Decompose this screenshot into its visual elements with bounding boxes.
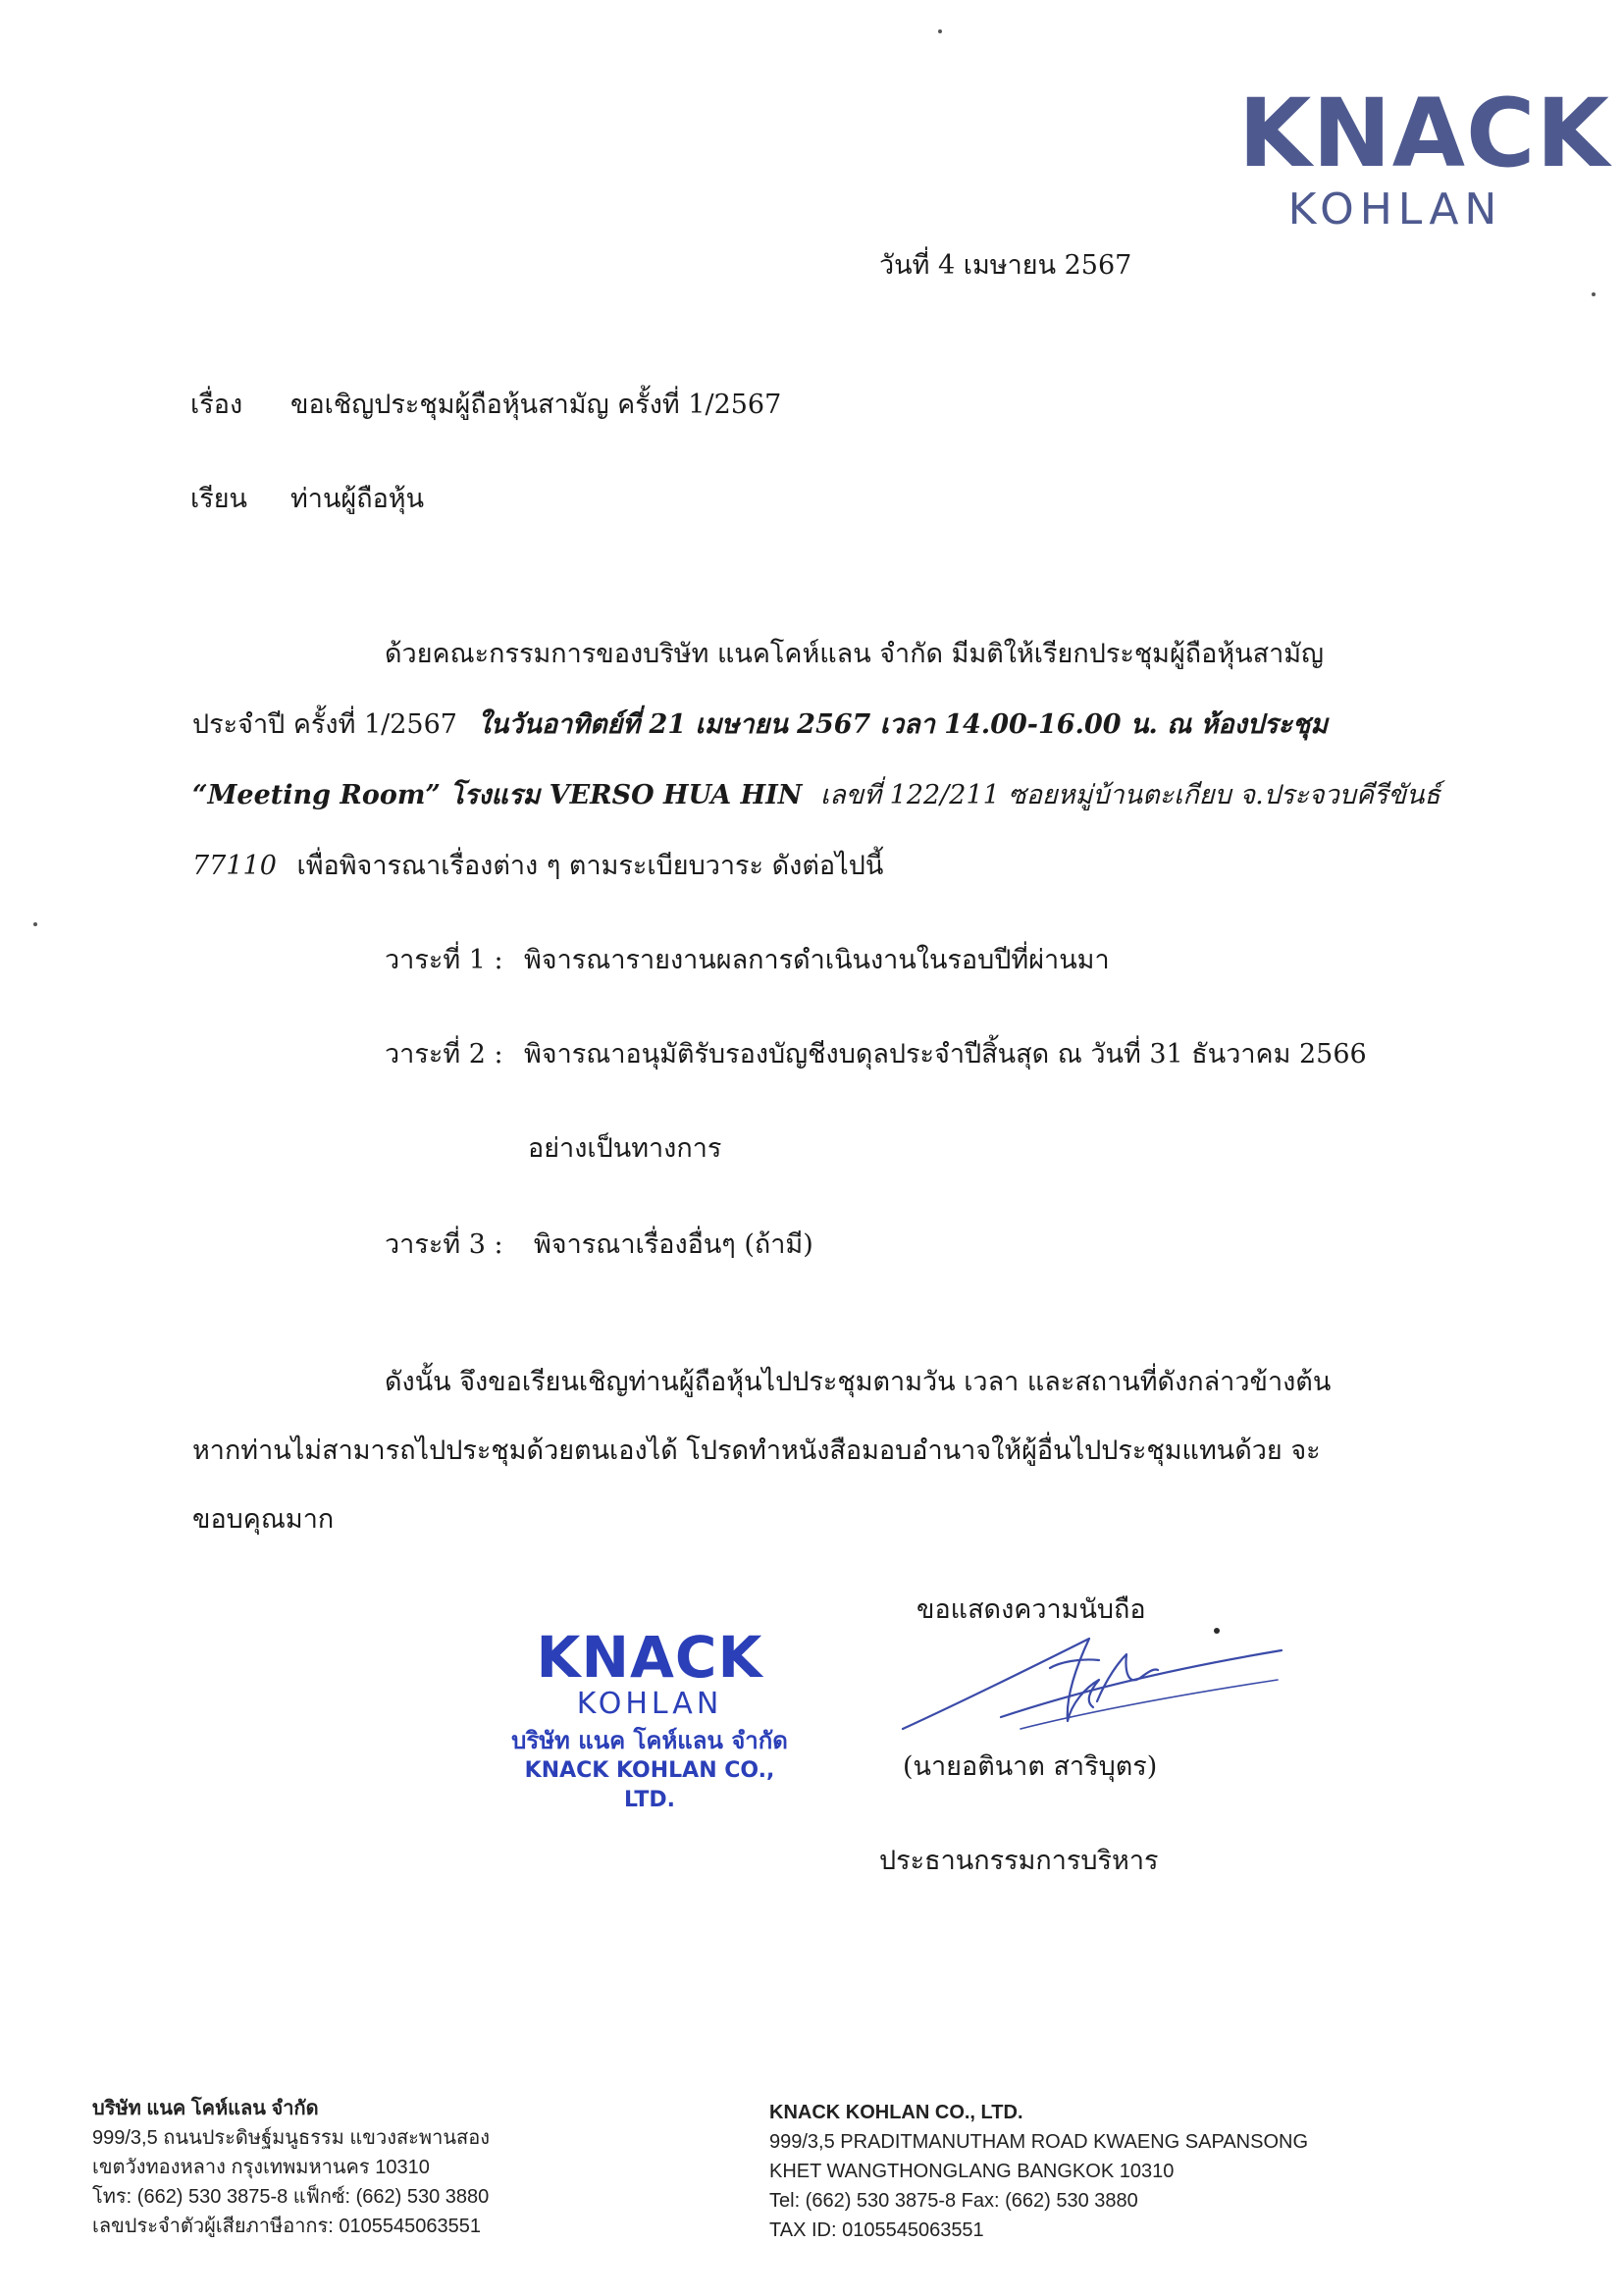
stamp-thai-name: บริษัท แนค โคห์แลน จำกัด — [511, 1727, 788, 1754]
subject-label: เรื่อง — [190, 390, 243, 420]
letter-date: วันที่ 4 เมษายน 2567 — [879, 250, 1132, 281]
body-line-1: ด้วยคณะกรรมการของบริษัท แนคโคห์แลน จำกัด มีมติให้เรียกประชุมผู้ถือหุ้นสามัญ — [385, 639, 1325, 669]
venue-address: เลขที่ 122/211 ซอยหมู่บ้านตะเกียบ จ.ประจวบคีรีขันธ์ — [820, 780, 1440, 810]
footer-english-company: KNACK KOHLAN CO., LTD. — [769, 2102, 1023, 2123]
scan-mark — [33, 922, 37, 926]
footer-thai-company: บริษัท แนค โคห์แลน จำกัด — [92, 2098, 319, 2119]
agenda-item-1-label: วาระที่ 1 : — [385, 945, 503, 975]
scan-mark — [1592, 292, 1596, 296]
company-stamp — [504, 1624, 795, 1815]
footer-thai-phone: โทร: (662) 530 3875-8 แฟ็กซ์: (662) 530 3880 — [92, 2186, 490, 2208]
logo-main-text: KNACK — [1238, 78, 1610, 188]
footer-thai — [92, 2094, 490, 2241]
salutation-label: เรียน — [190, 484, 248, 514]
company-logo — [1238, 78, 1610, 235]
salutation-text: ท่านผู้ถือหุ้น — [290, 484, 425, 514]
footer-english-phone: Tel: (662) 530 3875-8 Fax: (662) 530 3880 — [769, 2190, 1138, 2212]
footer-thai-address-2: เขตวังทองหลาง กรุงเทพมหานคร 10310 — [92, 2157, 430, 2178]
stamp-main-text: KNACK — [536, 1624, 763, 1691]
body-line-4-plain: เพื่อพิจารณาเรื่องต่าง ๆ ตามระเบียบวาระ ดังต่อไปนี้ — [296, 851, 884, 881]
footer-english-address-2: KHET WANGTHONGLANG BANGKOK 10310 — [769, 2161, 1175, 2182]
body-line-4 — [192, 850, 883, 883]
body-line-2-plain: ประจำปี ครั้งที่ 1/2567 — [192, 709, 457, 740]
meeting-venue: “Meeting Room” โรงแรม VERSO HUA HIN — [192, 780, 803, 810]
stamp-english-name: KNACK KOHLAN CO., LTD. — [524, 1758, 775, 1812]
meeting-datetime: ในวันอาทิตย์ที่ 21 เมษายน 2567 เวลา 14.00-16.00 น. ณ ห้องประชุม — [477, 709, 1329, 740]
closing-line-2: หากท่านไม่สามารถไปประชุมด้วยตนเองได้ โปรดทำหนังสือมอบอำนาจให้ผู้อื่นไปประชุมแทนด้วย จะ — [192, 1435, 1321, 1466]
subject-text: ขอเชิญประชุมผู้ถือหุ้นสามัญ ครั้งที่ 1/2567 — [290, 390, 782, 420]
body-line-3 — [192, 779, 1440, 812]
signatory-title: ประธานกรรมการบริหาร — [879, 1846, 1159, 1876]
agenda-item-2-text: พิจารณาอนุมัติรับรองบัญชีงบดุลประจำปีสิ้นสุด ณ วันที่ 31 ธันวาคม 2566 — [524, 1039, 1367, 1070]
agenda-item-2-continuation: อย่างเป็นทางการ — [528, 1133, 722, 1164]
stamp-sub-text: KOHLAN — [576, 1687, 723, 1721]
footer-english-address-1: 999/3,5 PRADITMANUTHAM ROAD KWAENG SAPANSONG — [769, 2131, 1308, 2153]
agenda-item-3-label: วาระที่ 3 : — [385, 1229, 503, 1260]
footer-thai-address-1: 999/3,5 ถนนประดิษฐ์มนูธรรม แขวงสะพานสอง — [92, 2127, 490, 2149]
venue-postcode: 77110 — [192, 851, 277, 881]
scan-mark — [938, 29, 942, 33]
footer-english-tax-id: TAX ID: 0105545063551 — [769, 2219, 984, 2241]
agenda-item-1-text: พิจารณารายงานผลการดำเนินงานในรอบปีที่ผ่านมา — [524, 945, 1110, 975]
signatory-name: (นายอตินาต สาริบุตร) — [903, 1751, 1158, 1782]
footer-thai-tax-id: เลขประจำตัวผู้เสียภาษีอากร: 0105545063551 — [92, 2216, 481, 2237]
signature-image — [893, 1619, 1295, 1747]
footer-english — [769, 2098, 1308, 2245]
agenda-item-2-label: วาระที่ 2 : — [385, 1039, 503, 1070]
body-line-2 — [192, 708, 1328, 742]
logo-sub-text: KOHLAN — [1287, 184, 1503, 235]
agenda-item-3-text: พิจารณาเรื่องอื่นๆ (ถ้ามี) — [534, 1229, 813, 1260]
closing-line-3: ขอบคุณมาก — [192, 1504, 335, 1535]
closing-line-1: ดังนั้น จึงขอเรียนเชิญท่านผู้ถือหุ้นไปประชุมตามวัน เวลา และสถานที่ดังกล่าวข้างต้น — [385, 1367, 1332, 1397]
regards-text: ขอแสดงความนับถือ — [916, 1594, 1146, 1625]
